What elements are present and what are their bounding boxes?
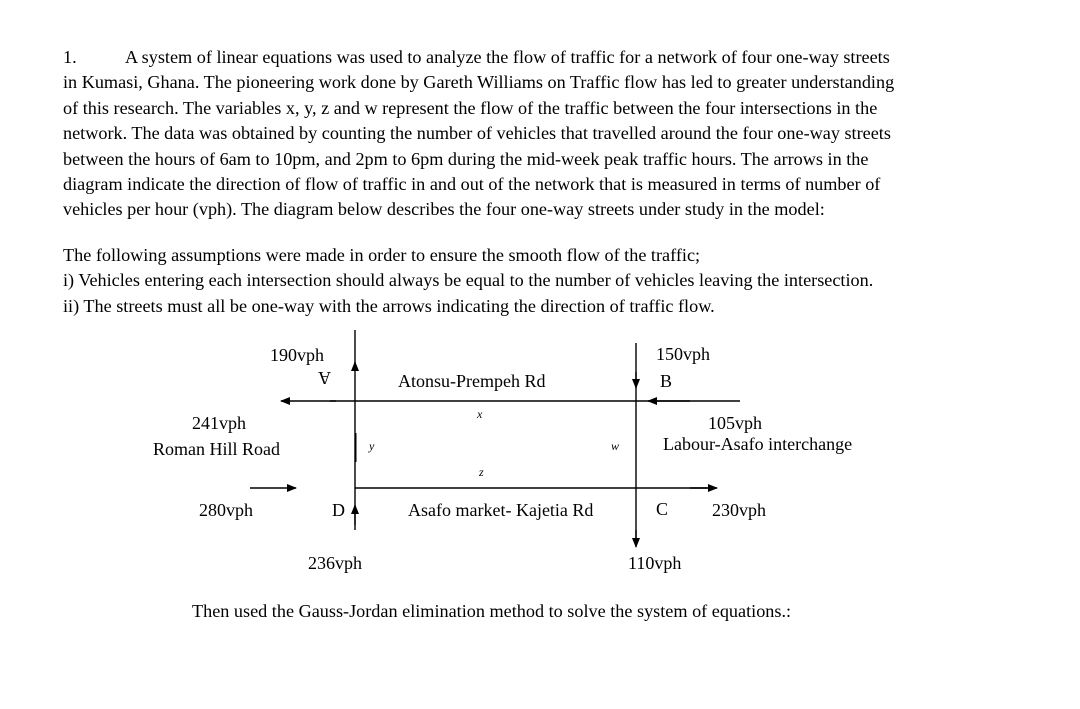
flow-top-right: 150vph bbox=[656, 344, 710, 364]
method-footer: Then used the Gauss-Jordan elimination method to solve the system of equations.: bbox=[192, 601, 792, 621]
variable-y: y bbox=[369, 439, 375, 453]
intersection-d: D bbox=[332, 500, 345, 520]
street-top-name: Atonsu-Prempeh Rd bbox=[398, 371, 546, 391]
variable-z: z bbox=[479, 465, 484, 479]
intersection-b: B bbox=[660, 371, 673, 391]
assumption-2: ii) The streets must all be one-way with the arrows indicating the direction of traffic flow. bbox=[63, 295, 715, 316]
flow-left-bottom: 280vph bbox=[199, 500, 253, 520]
flow-bottom-left: 236vph bbox=[308, 553, 362, 573]
intro-line-3: of this research. The variables x, y, z and w represent the flow of the traffic between the four intersections in the bbox=[63, 97, 878, 118]
assumptions-heading: The following assumptions were made in order to ensure the smooth flow of the traffic; bbox=[63, 245, 701, 265]
street-bottom-name: Asafo market- Kajetia Rd bbox=[408, 500, 594, 520]
variable-x: x bbox=[477, 407, 483, 421]
problem-number: 1. bbox=[63, 47, 77, 67]
flow-right-bottom: 230vph bbox=[712, 500, 766, 520]
intro-line-6: diagram indicate the direction of flow of traffic in and out of the network that is measured in terms of number of bbox=[63, 174, 881, 195]
flow-top-left: 190vph bbox=[270, 345, 324, 365]
intro-line-7: vehicles per hour (vph). The diagram below describes the four one-way streets under study in the model: bbox=[63, 199, 825, 220]
intro-line-2: in Kumasi, Ghana. The pioneering work done by Gareth Williams on Traffic flow has led to greater understanding bbox=[63, 72, 895, 93]
variable-w: w bbox=[611, 439, 620, 453]
flow-bottom-right: 110vph bbox=[628, 553, 682, 573]
intro-line-1: 1. A system of linear equations was used to analyze the flow of traffic for a network of four one-way streets bbox=[63, 45, 1023, 70]
street-right-name: Labour-Asafo interchange bbox=[663, 434, 853, 454]
intro-line-5: between the hours of 6am to 10pm, and 2pm to 6pm during the mid-week peak traffic hours. The arrows in the bbox=[63, 148, 869, 169]
flow-left-top: 241vph bbox=[192, 413, 246, 433]
flow-right-top: 105vph bbox=[708, 413, 762, 433]
street-left-name: Roman Hill Road bbox=[153, 439, 280, 459]
assumption-1: i) Vehicles entering each intersection should always be equal to the number of vehicles leaving the intersection. bbox=[63, 270, 874, 291]
intersection-c: C bbox=[656, 499, 669, 519]
intro-line-4: network. The data was obtained by counting the number of vehicles that travelled around the four one-way streets bbox=[63, 123, 891, 144]
intersection-a: A bbox=[318, 368, 331, 388]
